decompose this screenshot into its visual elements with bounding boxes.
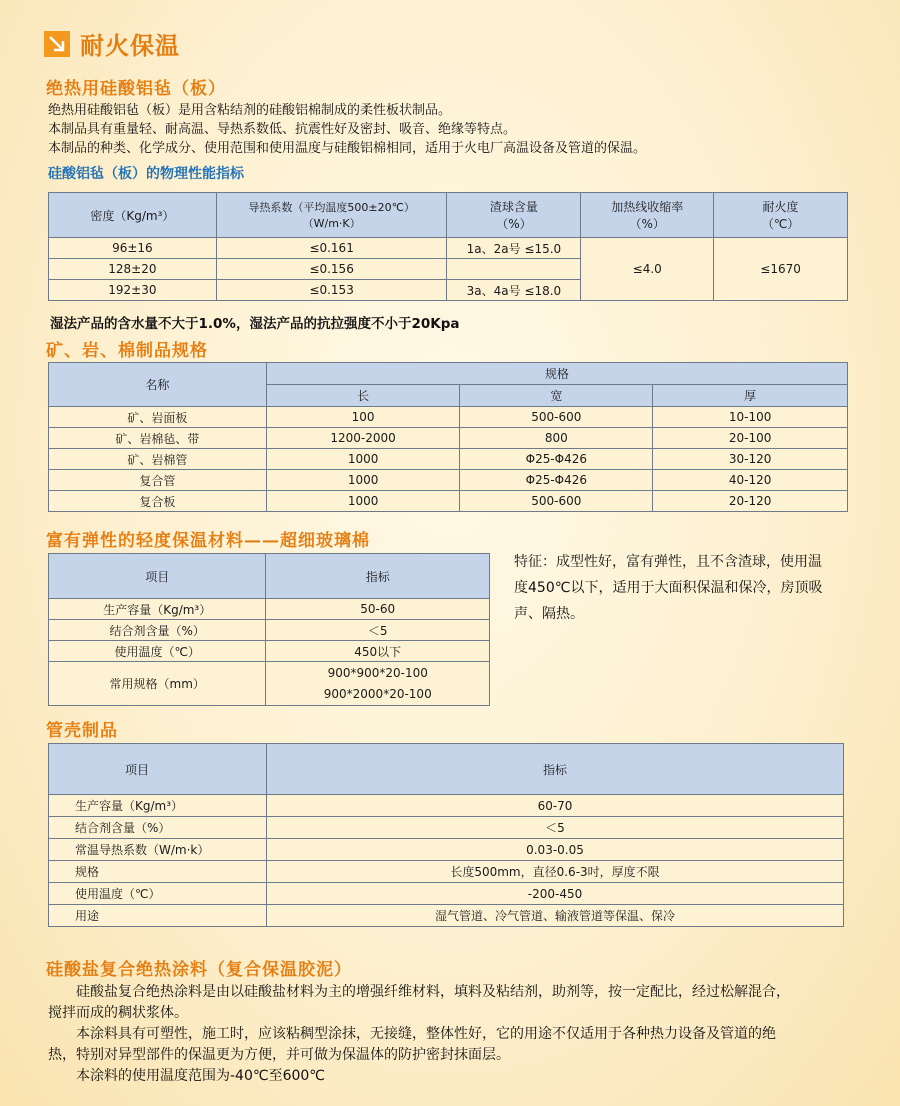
header-thermal-conductivity: 导热系数（平均温度500±20℃） （W/m·K） (216, 193, 447, 238)
cell: -200-450 (267, 883, 844, 905)
cell: 生产容量（Kg/m³） (49, 795, 267, 817)
header-thickness: 厚 (653, 385, 848, 407)
cell: 用途 (49, 905, 267, 927)
section5-paragraph (48, 982, 868, 1087)
table-row (49, 449, 848, 470)
cell: 50-60 (266, 599, 490, 620)
para-line: 搅拌而成的稠状浆体。 (48, 1005, 188, 1021)
table-row (49, 905, 844, 927)
table-row (49, 662, 490, 706)
section-heading-pipe-shell: 管壳制品 (46, 721, 118, 741)
header-index: 指标 (266, 554, 490, 599)
para-line: 本涂料的使用温度范围为-40℃至600℃ (48, 1068, 326, 1084)
feature-line: 特征：成型性好，富有弹性，且不含渣球，使用温 (514, 554, 822, 570)
glass-wool-feature (514, 549, 859, 627)
header-length: 长 (266, 385, 460, 407)
cell: 0.03-0.05 (267, 839, 844, 861)
cell: 长度500mm，直径0.6-3吋，厚度不限 (267, 861, 844, 883)
cell: 矿、岩棉毡、带 (49, 428, 267, 449)
cell: 40-120 (653, 470, 848, 491)
cell: ＜5 (266, 620, 490, 641)
cell: 128±20 (49, 259, 217, 280)
physical-properties-table (48, 192, 848, 301)
cell: 1000 (266, 470, 460, 491)
header-slag-ball: 渣球含量 （%） (447, 193, 581, 238)
cell-spec-values: 900*900*20-100 900*2000*20-100 (266, 662, 490, 706)
cell: 规格 (49, 861, 267, 883)
cell: ≤0.153 (216, 280, 447, 301)
cell: 结合剂含量（%） (49, 620, 266, 641)
header-item: 项目 (49, 554, 266, 599)
cell (447, 259, 581, 280)
page-title-text: 耐火保温 (80, 32, 180, 60)
table-row (49, 839, 844, 861)
table-row (49, 861, 844, 883)
header-density: 密度（Kg/m³） (49, 193, 217, 238)
table-row (49, 599, 490, 620)
section1-paragraph (48, 101, 646, 158)
cell: 10-100 (653, 407, 848, 428)
cell-shrinkage: ≤4.0 (581, 238, 714, 301)
cell: 1200-2000 (266, 428, 460, 449)
table-row (49, 641, 490, 662)
mineral-wool-spec-table (48, 362, 848, 512)
para-line: 热，特别对异型部件的保温更为方便，并可做为保温体的防护密封抹面层。 (48, 1047, 510, 1063)
cell: 1000 (266, 491, 460, 512)
glass-wool-table (48, 553, 490, 706)
table-row (49, 470, 848, 491)
cell: 30-120 (653, 449, 848, 470)
table-row (49, 491, 848, 512)
cell: 生产容量（Kg/m³） (49, 599, 266, 620)
cell: 湿气管道、冷气管道、输液管道等保温、保冷 (267, 905, 844, 927)
table-row (49, 238, 848, 259)
table-row (49, 428, 848, 449)
para-line: 硅酸盐复合绝热涂料是由以硅酸盐材料为主的增强纤维材料，填料及粘结剂，助剂等，按一定配比，经过松解混合， (48, 984, 790, 1000)
page-title (44, 26, 180, 61)
cell: 使用温度（℃） (49, 641, 266, 662)
para-line: 本制品的种类、化学成分、使用范围和使用温度与硅酸铝棉相同，适用于火电厂高温设备及管道的保温。 (48, 141, 647, 156)
cell: 100 (266, 407, 460, 428)
header-width: 宽 (460, 385, 653, 407)
cell: 20-120 (653, 491, 848, 512)
cell: 450以下 (266, 641, 490, 662)
table-row (49, 620, 490, 641)
cell: 常用规格（mm） (49, 662, 266, 706)
header-index: 指标 (267, 744, 844, 795)
cell: ≤0.156 (216, 259, 447, 280)
cell: 1000 (266, 449, 460, 470)
table-row (49, 817, 844, 839)
cell-refractoriness: ≤1670 (714, 238, 848, 301)
feature-line: 声、隔热。 (514, 606, 584, 622)
table-row (49, 795, 844, 817)
cell: Φ25-Φ426 (460, 449, 653, 470)
header-item: 项目 (49, 744, 267, 795)
section-heading-aluminum-silicate-felt: 绝热用硅酸铝毡（板） (46, 79, 226, 99)
header-name: 名称 (49, 363, 267, 407)
cell: 500-600 (460, 491, 653, 512)
pipe-shell-table (48, 743, 844, 927)
para-line: 绝热用硅酸铝毡（板）是用含粘结剂的硅酸铝棉制成的柔性板状制品。 (48, 103, 452, 118)
cell: 矿、岩面板 (49, 407, 267, 428)
cell: 60-70 (267, 795, 844, 817)
para-line: 本制品具有重量轻、耐高温、导热系数低、抗震性好及密封、吸音、绝缘等特点。 (48, 122, 517, 137)
para-line: 本涂料具有可塑性，施工时，应该粘稠型涂抹，无接缝，整体性好，它的用途不仅适用于各种热力设备及管道的绝 (48, 1026, 776, 1042)
cell: 192±30 (49, 280, 217, 301)
header-spec: 规格 (266, 363, 847, 385)
feature-line: 度450℃以下，适用于大面积保温和保冷，房顶吸 (514, 580, 823, 596)
cell: 常温导热系数（W/m·k） (49, 839, 267, 861)
cell: 3a、4a号 ≤18.0 (447, 280, 581, 301)
table-row (49, 407, 848, 428)
cell: 1a、2a号 ≤15.0 (447, 238, 581, 259)
cell: ＜5 (267, 817, 844, 839)
cell: 使用温度（℃） (49, 883, 267, 905)
cell: 矿、岩棉管 (49, 449, 267, 470)
section-heading-silicate-coating: 硅酸盐复合绝热涂料（复合保温胶泥） (46, 960, 352, 980)
cell: 结合剂含量（%） (49, 817, 267, 839)
cell: 96±16 (49, 238, 217, 259)
arrow-down-right-icon (44, 31, 70, 57)
cell: 500-600 (460, 407, 653, 428)
section-heading-glass-wool: 富有弹性的轻度保温材料——超细玻璃棉 (46, 531, 370, 551)
cell: 20-100 (653, 428, 848, 449)
sub-heading-physical-properties: 硅酸铝毡（板）的物理性能指标 (48, 166, 244, 182)
wet-process-note: 湿法产品的含水量不大于1.0%，湿法产品的抗拉强度不小于20Kpa (50, 316, 460, 332)
cell: 复合管 (49, 470, 267, 491)
cell: 800 (460, 428, 653, 449)
section-heading-mineral-wool: 矿、岩、棉制品规格 (46, 341, 208, 361)
cell: 复合板 (49, 491, 267, 512)
cell: Φ25-Φ426 (460, 470, 653, 491)
header-refractoriness: 耐火度 （℃） (714, 193, 848, 238)
table-row (49, 883, 844, 905)
header-shrinkage: 加热线收缩率 （%） (581, 193, 714, 238)
cell: ≤0.161 (216, 238, 447, 259)
